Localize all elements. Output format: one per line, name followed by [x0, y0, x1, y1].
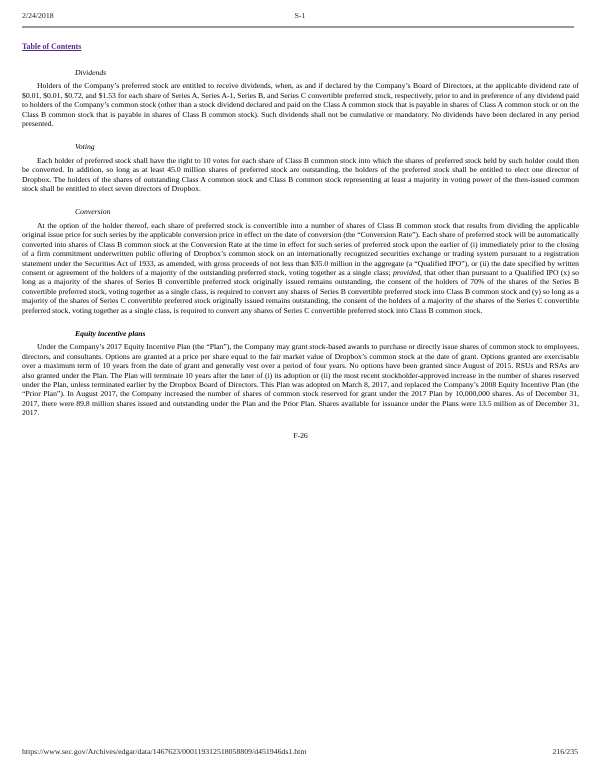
- section-heading-conversion: Conversion: [75, 207, 111, 217]
- print-header-date: 2/24/2018: [22, 11, 54, 20]
- print-footer-pagination: 216/235: [552, 747, 578, 756]
- header-divider: [22, 26, 574, 28]
- page-number: F-26: [293, 430, 308, 440]
- paragraph-conversion-text: At the option of the holder thereof, each share of preferred stock is convertible into a number of shares of Class B common stock that results from dividing the applicable original issue price for such series by the applicable conversion price in effect on the date of conversion (the “Conversion Rate”). Each share of preferred stock will be automatically converted into shares of Class B common stock at the Conversion Rate at the time in effect for such series of preferred stock upon the earlier of (i) immediately prior to the closing of a firm commitment underwritten public offering of Dropbox’s common stock on an internationally recognized securities exchange or trading system pursuant to a registration statement under the Securities Act of 1933, as amended, with gross proceeds of not less than $35.0 million in the aggregate (a “Qualified IPO”), or (ii) the date specified by written consent or agreement of the holders of a majority of the outstanding preferred stock, voting together as a single class;: [22, 220, 579, 277]
- print-footer: [22, 747, 578, 756]
- section-heading-equity-incentive-plans: Equity incentive plans: [75, 328, 146, 338]
- paragraph-voting: Each holder of preferred stock shall have the right to 10 votes for each share of Class B common stock into which the shares of preferred stock held by such holder could then be converted. In addition, so long as at least 45.0 million shares of preferred stock are outstanding, the holders of the preferred stock shall be entitled to elect one director of Dropbox. The holders of the shares of outstanding Class A common stock and Class B common stock representing at least a majority in voting power of the then-issued common stock shall be entitled to elect seven directors of Dropbox.: [22, 155, 579, 194]
- section-voting: [22, 142, 579, 193]
- paragraph-conversion-text-cont: , that other than pursuant to a Qualified IPO (x) so long as a majority of the shares of Series B convertible preferred stock originally issued remains outstanding, the consent of the holders of 70% of the shares of the Series B convertible preferred stock, voting together as a single class, is required to convert any shares of Series B convertible preferred stock into Class B common stock and (y) so long as a majority of the shares of Series C convertible preferred stock originally issued remains outstanding, the consent of the holders of a majority of the shares of the Series C convertible preferred stock, voting together as a single class, is required to convert any shares of Series C convertible preferred stock into Class B common stock.: [22, 267, 579, 315]
- section-heading-voting: Voting: [75, 142, 95, 152]
- section-equity-incentive-plans: [22, 329, 579, 418]
- section-heading-dividends: Dividends: [75, 68, 107, 77]
- section-dividends: [22, 68, 579, 128]
- section-conversion: [22, 207, 579, 314]
- print-header-doc-type: S-1: [294, 11, 306, 20]
- paragraph-equity-incentive-plans: Under the Company’s 2017 Equity Incentive Plan (the “Plan”), the Company may grant stock-based awards to purchase or directly issue shares of common stock to employees, directors, and consultants. Options are granted at a price per share equal to the fair market value of Dropbox’s common stock at the date of grant. Options granted are exercisable over a maximum term of 10 years from the date of grant and generally vest over a period of four years. No options have been granted since August of 2015. RSUs and RSAs are also granted under the Plan. The Plan will terminate 10 years after the later of (i) its adoption or (ii) the most recent stockholder-approved increase in the number of shares reserved under the Plan, unless terminated earlier by the Dropbox Board of Directors. This Plan was adopted on March 8, 2017, and replaced the Company’s 2008 Equity Incentive Plan (the “Prior Plan”). In August 2017, the Company increased the number of shares of common stock reserved for grant under the 2017 Plan by 10,000,000 shares. As of December 31, 2017, there were 89.8 million shares issued and outstanding under the Plan and the Prior Plan. Shares available for issuance under the Plans were 13.5 million as of December 31, 2017.: [22, 342, 579, 418]
- table-of-contents-link[interactable]: Table of Contents: [22, 42, 82, 51]
- paragraph-dividends: Holders of the Company’s preferred stock are entitled to receive dividends, when, as and if declared by the Company’s Board of Directors, at the applicable dividend rate of $0.01, $0.01, $0.72, and $1.53 for each share of Series A, Series A-1, Series B, and Series C convertible preferred stock, respectively, prior to and in preference of any dividend paid to holders of the Company’s common stock (other than a stock dividend declared and paid on the Class A common stock that is payable in shares of Class A common stock or on the Class B common stock that is payable in shares of Class B common stock). Such dividends shall not be cumulative or mandatory. No dividends have been declared in any period presented.: [22, 81, 579, 129]
- paragraph-conversion-provided-italic: provided: [393, 267, 421, 277]
- print-footer-url: https://www.sec.gov/Archives/edgar/data/1467623/000119312518058809/d451946ds1.htm: [22, 747, 307, 756]
- document-content: [22, 36, 579, 440]
- print-header: [22, 11, 578, 20]
- paragraph-conversion: [22, 221, 579, 315]
